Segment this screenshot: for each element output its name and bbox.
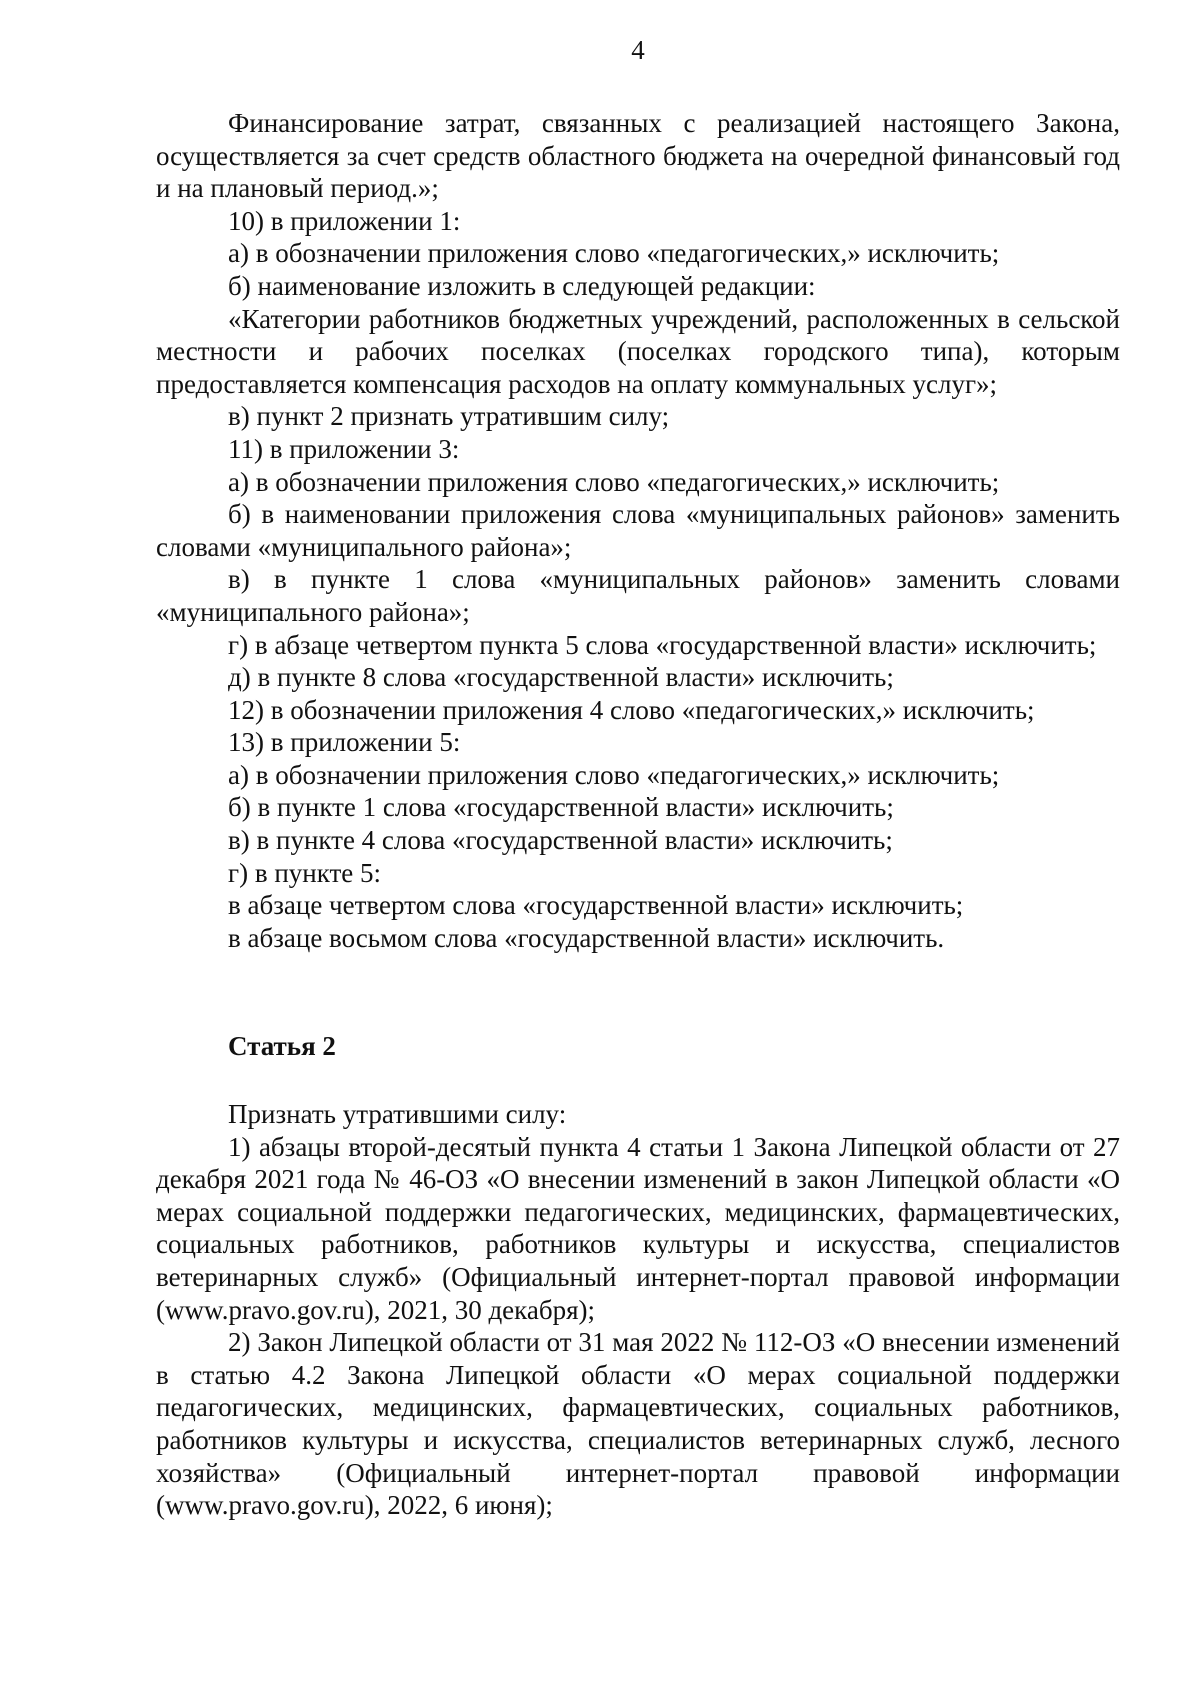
paragraph: г) в пункте 5:: [228, 857, 382, 888]
amendments-list: [156, 107, 1120, 954]
paragraph: а) в обозначении приложения слово «педагогических,» исключить;: [228, 466, 1000, 497]
article-heading: Статья 2: [228, 1031, 336, 1061]
paragraph: «Категории работников бюджетных учреждений, расположенных в сельской местности и рабочих поселках (поселках городского типа), которым предоставляется компенсация расходов на оплату коммунальных услуг»;: [156, 303, 1120, 399]
paragraph: 12) в обозначении приложения 4 слово «педагогических,» исключить;: [228, 694, 1035, 725]
paragraph: а) в обозначении приложения слово «педагогических,» исключить;: [228, 759, 1000, 790]
paragraph: 10) в приложении 1:: [228, 205, 461, 236]
paragraph: Финансирование затрат, связанных с реализацией настоящего Закона, осуществляется за счет средств областного бюджета на очередной финансовый год и на плановый период.»;: [156, 108, 1120, 204]
paragraph: а) в обозначении приложения слово «педагогических,» исключить;: [228, 238, 1000, 269]
paragraph: б) в наименовании приложения слова «муниципальных районов» заменить словами «муниципального района»;: [156, 499, 1120, 562]
paragraph: в абзаце восьмом слова «государственной власти» исключить.: [228, 922, 945, 953]
paragraph: д) в пункте 8 слова «государственной власти» исключить;: [228, 662, 894, 693]
paragraph: в) в пункте 4 слова «государственной власти» исключить;: [228, 825, 893, 856]
paragraph: г) в абзаце четвертом пункта 5 слова «государственной власти» исключить;: [228, 629, 1097, 660]
page-number: 4: [631, 35, 645, 65]
paragraph: в) пункт 2 признать утратившим силу;: [228, 401, 670, 432]
paragraph: б) наименование изложить в следующей редакции:: [228, 270, 816, 301]
paragraph: Признать утратившими силу:: [228, 1099, 567, 1129]
paragraph: в) в пункте 1 слова «муниципальных районов» заменить словами «муниципального района»;: [156, 564, 1120, 627]
paragraph: 1) абзацы второй-десятый пункта 4 статьи 1 Закона Липецкой области от 27 декабря 2021 года № 46-ОЗ «О внесении изменений в закон Липецкой области «О мерах социальной поддержки педагогических, медицинских, фармацевтических, социальных работников, работников культуры и искусства, специалистов ветеринарных служб» (Официальный интернет-портал правовой информации (www.pravo.gov.ru), 2021, 30 декабря);: [156, 1131, 1120, 1325]
paragraph: 11) в приложении 3:: [228, 433, 460, 464]
paragraph: б) в пункте 1 слова «государственной власти» исключить;: [228, 792, 894, 823]
paragraph: в абзаце четвертом слова «государственной власти» исключить;: [228, 890, 964, 921]
paragraph: 2) Закон Липецкой области от 31 мая 2022 № 112-ОЗ «О внесении изменений в статью 4.2 Закона Липецкой области «О мерах социальной поддержки педагогических, медицинских, фармацевтических, социальных работников, работников культуры и искусства, специалистов ветеринарных служб, лесного хозяйства» (Официальный интернет-портал правовой информации (www.pravo.gov.ru), 2022, 6 июня);: [156, 1327, 1120, 1521]
paragraph: 13) в приложении 5:: [228, 727, 461, 758]
repeal-list: [156, 1098, 1120, 1522]
